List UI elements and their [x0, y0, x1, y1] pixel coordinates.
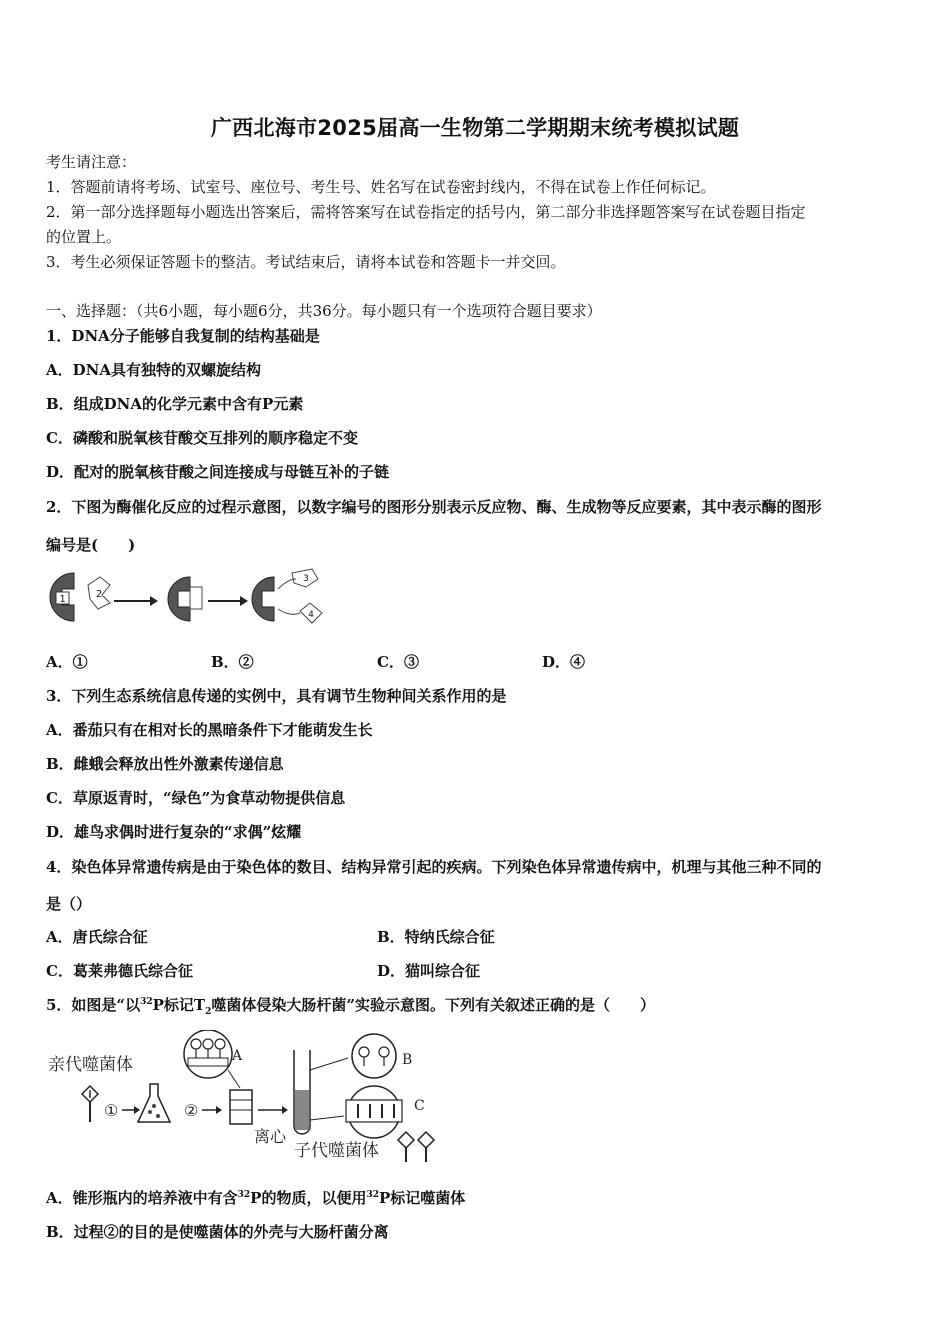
- q2-stem-line2: 编号是( ): [46, 536, 136, 554]
- section-heading: 一、选择题：（共6小题，每小题6分，共36分。每小题只有一个选项符合题目要求）: [46, 302, 602, 320]
- figure-label-1: 1: [59, 594, 66, 605]
- q1-option-d: D．配对的脱氧核苷酸之间连接成与母链互补的子链: [46, 463, 390, 481]
- q2-stem-line1: 2．下图为酶催化反应的过程示意图，以数字编号的图形分别表示反应物、酶、生成物等反应要素，其中表示酶的图形: [46, 498, 822, 516]
- q1-option-b: B．组成DNA的化学元素中含有P元素: [46, 395, 304, 413]
- q4-stem-line1: 4．染色体异常遗传病是由于染色体的数目、结构异常引起的疾病。下列染色体异常遗传病中，机理与其他三种不同的: [46, 858, 822, 876]
- q2-option-a: A．①: [46, 653, 88, 671]
- notice-item-1: 1．答题前请将考场、试室号、座位号、考生号、姓名写在试卷密封线内，不得在试卷上作任何标记。: [46, 178, 716, 196]
- notice-item-2: 2．第一部分选择题每小题选出答案后，需将答案写在试卷指定的括号内，第二部分非选择题答案写在试卷题目指定: [46, 203, 806, 221]
- q5-option-b: B．过程②的目的是使噬菌体的外壳与大肠杆菌分离: [46, 1223, 389, 1241]
- step-1-label: ①: [104, 1101, 119, 1120]
- q4-option-a: A．唐氏综合征: [46, 928, 148, 946]
- q1-stem: 1．DNA分子能够自我复制的结构基础是: [46, 327, 320, 345]
- child-phage-label: 子代噬菌体: [294, 1141, 379, 1161]
- q2-option-c: C．③: [377, 653, 419, 671]
- q5-stem: 5．如图是“以$^{32}$P标记$T_2$噬菌体侵染大肠杆菌”实验示意图。下列有关叙述正确的是（ ）: [46, 996, 655, 1017]
- q3-stem: 3．下列生态系统信息传递的实例中，具有调节生物种间关系作用的是: [46, 687, 507, 705]
- figure-label-3: 3: [303, 574, 309, 584]
- notice-item-3: 3．考生必须保证答题卡的整洁。考试结束后，请将本试卷和答题卡一并交回。: [46, 253, 566, 271]
- figure-label-2: 2: [95, 589, 103, 600]
- q3-option-b: B．雌蛾会释放出性外激素传递信息: [46, 755, 284, 773]
- q5-option-a: A．锥形瓶内的培养液中有含$^{32}$P的物质，以便用$^{32}$P标记噬菌体: [46, 1189, 466, 1207]
- q4-option-c: C．葛莱弗德氏综合征: [46, 962, 193, 980]
- phage-experiment-figure: [44, 1030, 444, 1166]
- q3-option-d: D．雄鸟求偶时进行复杂的“求偶”炫耀: [46, 823, 302, 841]
- centrifuge-label: 离心: [254, 1127, 287, 1146]
- page-title: 广西北海市2025届高一生物第二学期期末统考模拟试题: [210, 116, 740, 140]
- step-2-label: ②: [184, 1101, 199, 1120]
- q4-option-b: B．特纳氏综合征: [377, 928, 495, 946]
- q1-option-c: C．磷酸和脱氧核苷酸交互排列的顺序稳定不变: [46, 429, 358, 447]
- q3-option-c: C．草原返青时，“绿色”为食草动物提供信息: [46, 789, 346, 807]
- q4-stem-line2: 是（）: [46, 895, 92, 913]
- q4-option-d: D．猫叫综合征: [377, 962, 481, 980]
- label-b: B: [402, 1052, 413, 1068]
- q2-option-d: D．④: [542, 653, 586, 671]
- q2-option-b: B．②: [211, 653, 254, 671]
- label-c: C: [414, 1098, 425, 1114]
- q3-option-a: A．番茄只有在相对长的黑暗条件下才能萌发生长: [46, 721, 373, 739]
- label-a: A: [232, 1048, 243, 1064]
- figure-label-4: 4: [308, 610, 314, 620]
- notice-heading: 考生请注意：: [46, 153, 137, 171]
- q1-option-a: A．DNA具有独特的双螺旋结构: [46, 361, 261, 379]
- parent-phage-label: 亲代噬菌体: [48, 1055, 133, 1075]
- notice-item-2-cont: 的位置上。: [46, 228, 122, 246]
- enzyme-reaction-figure: [44, 565, 334, 629]
